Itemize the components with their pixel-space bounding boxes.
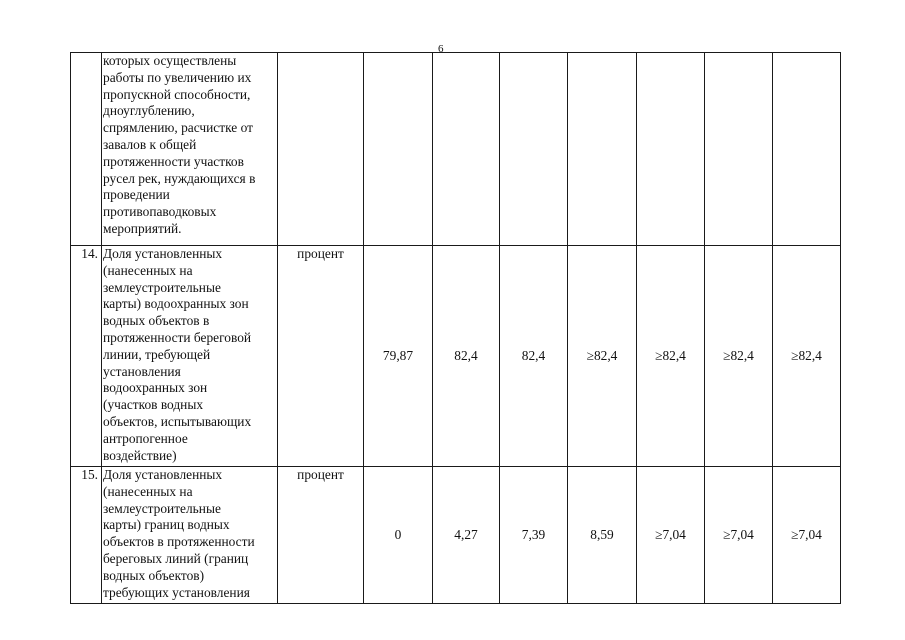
table-row (71, 246, 841, 467)
table-row (71, 53, 841, 246)
value-cell: 4,27 (433, 467, 500, 604)
indicator-name: Доля установленных (нанесенных на землеустроительные карты) водоохранных зон водных объектов в протяженности береговой линии, требующей установления водоохранных зон (участков водных объектов, испытывающих антропогенное воздействие) (102, 246, 278, 467)
row-number: 15. (71, 467, 102, 604)
value-cell: ≥7,04 (773, 467, 841, 604)
unit-cell (278, 53, 364, 246)
indicator-name: которых осуществлены работы по увеличению их пропускной способности, дноуглублению, спрямлению, расчистке от завалов к общей протяженности участков русел рек, нуждающихся в проведении противопаводковых мероприятий. (102, 53, 278, 246)
page-number: 6 (438, 43, 444, 55)
unit-cell: процент (278, 246, 364, 467)
row-number (71, 53, 102, 246)
value-cell (500, 53, 568, 246)
value-cell: 82,4 (433, 246, 500, 467)
indicator-name: Доля установленных (нанесенных на землеустроительные карты) границ водных объектов в протяженности береговых линий (границ водных объектов) требующих установления (102, 467, 278, 604)
value-cell: ≥82,4 (568, 246, 637, 467)
value-cell (705, 53, 773, 246)
value-cell (568, 53, 637, 246)
value-cell: ≥7,04 (705, 467, 773, 604)
value-cell: 79,87 (364, 246, 433, 467)
value-cell: ≥82,4 (705, 246, 773, 467)
value-cell: 8,59 (568, 467, 637, 604)
value-cell (364, 53, 433, 246)
value-cell: 7,39 (500, 467, 568, 604)
value-cell: 82,4 (500, 246, 568, 467)
row-number: 14. (71, 246, 102, 467)
value-cell: ≥82,4 (773, 246, 841, 467)
value-cell: ≥7,04 (637, 467, 705, 604)
value-cell: 0 (364, 467, 433, 604)
value-cell (433, 53, 500, 246)
indicator-table (70, 52, 841, 604)
unit-cell: процент (278, 467, 364, 604)
value-cell: ≥82,4 (637, 246, 705, 467)
table-row (71, 467, 841, 604)
value-cell (773, 53, 841, 246)
value-cell (637, 53, 705, 246)
